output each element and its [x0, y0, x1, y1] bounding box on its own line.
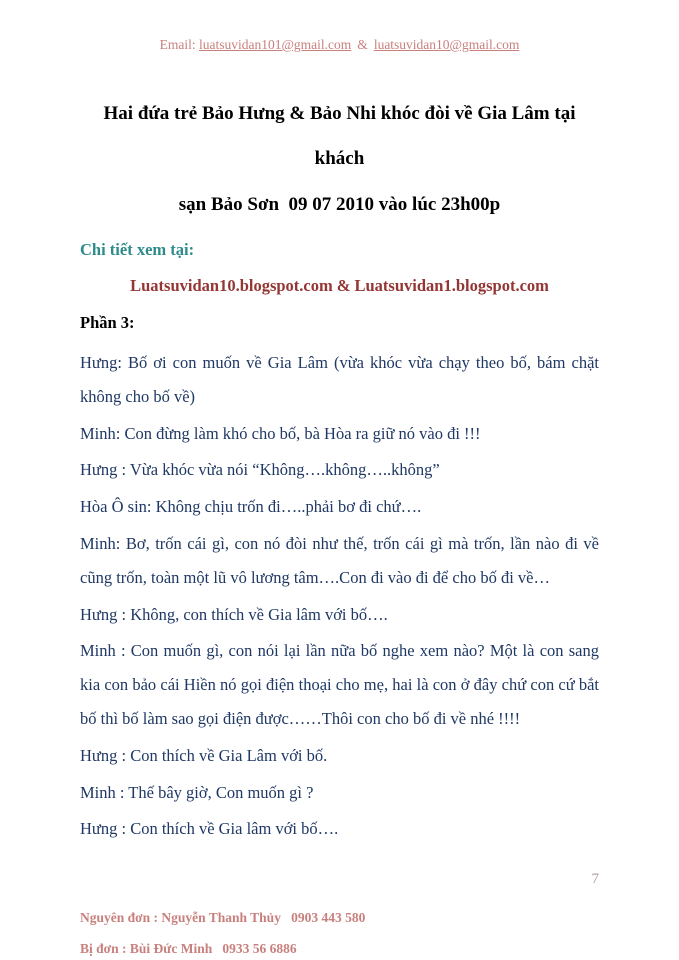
- dialogue-line: Hưng : Con thích về Gia Lâm với bố.: [80, 745, 328, 765]
- dialogue-line: Hưng: Bố ơi con muốn về Gia Lâm (vừa khóc vừa chạy theo bố, bám chặt không cho bố về): [80, 352, 599, 406]
- dialogue-line: Minh : Thế bây giờ, Con muốn gì ?: [80, 782, 314, 802]
- email-label: Email:: [159, 37, 199, 52]
- dialogue-line: Minh: Con đừng làm khó cho bố, bà Hòa ra giữ nó vào đi !!!: [80, 423, 481, 443]
- dialogue-line: Hòa Ô sin: Không chịu trốn đi…..phải bơ đi chứ….: [80, 497, 422, 517]
- blog-link-1[interactable]: Luatsuvidan10.blogspot.com: [130, 276, 333, 296]
- blog-link-2[interactable]: Luatsuvidan1.blogspot.com: [354, 276, 549, 296]
- email-separator: &: [357, 37, 368, 52]
- dialogue-line: Hưng : Con thích về Gia lâm với bố….: [80, 819, 339, 839]
- section-heading: Phần 3:: [80, 313, 135, 333]
- email-link-2[interactable]: luatsuvidan10@gmail.com: [373, 37, 520, 52]
- footer-defendant: Bị đơn : Bùi Đức Minh 0933 56 6886: [80, 940, 297, 956]
- footer: [80, 902, 599, 960]
- title-line-2: sạn Bảo Sơn 09 07 2010 vào lúc 23h00p: [178, 194, 501, 216]
- blog-links: [80, 274, 599, 299]
- dialogue-line: Hưng : Không, con thích về Gia lâm với bố….: [80, 604, 388, 624]
- email-link-1[interactable]: luatsuvidan101@gmail.com: [199, 37, 352, 52]
- page-number: 7: [591, 871, 599, 888]
- blog-links-separator: &: [336, 276, 351, 296]
- dialogue-body: [80, 346, 599, 846]
- title-line-1: Hai đứa trẻ Bảo Hưng & Bảo Nhi khóc đòi về Gia Lâm tại khách: [103, 102, 581, 170]
- document-title: [80, 91, 599, 228]
- dialogue-line: Minh : Con muốn gì, con nói lại lần nữa bố nghe xem nào? Một là con sang kia con bảo cái Hiền nó gọi điện thoại cho mẹ, hai là con ở đây chứ con cứ bắt bố thì bố làm sao gọi điện được……Thôi con cho bố đi về nhé !!!!: [80, 641, 599, 729]
- dialogue-line: Hưng : Vừa khóc vừa nói “Không….không…..không”: [80, 460, 440, 480]
- details-label: Chi tiết xem tại:: [80, 239, 195, 259]
- email-header: [80, 36, 599, 55]
- footer-plaintiff: Nguyên đơn : Nguyễn Thanh Thủy 0903 443 580: [80, 909, 366, 925]
- dialogue-line: Minh: Bơ, trốn cái gì, con nó đòi như thế, trốn cái gì mà trốn, lần nào đi về cũng trốn, toàn một lũ vô lương tâm….Con đi vào đi để cho bố đi về…: [80, 533, 599, 587]
